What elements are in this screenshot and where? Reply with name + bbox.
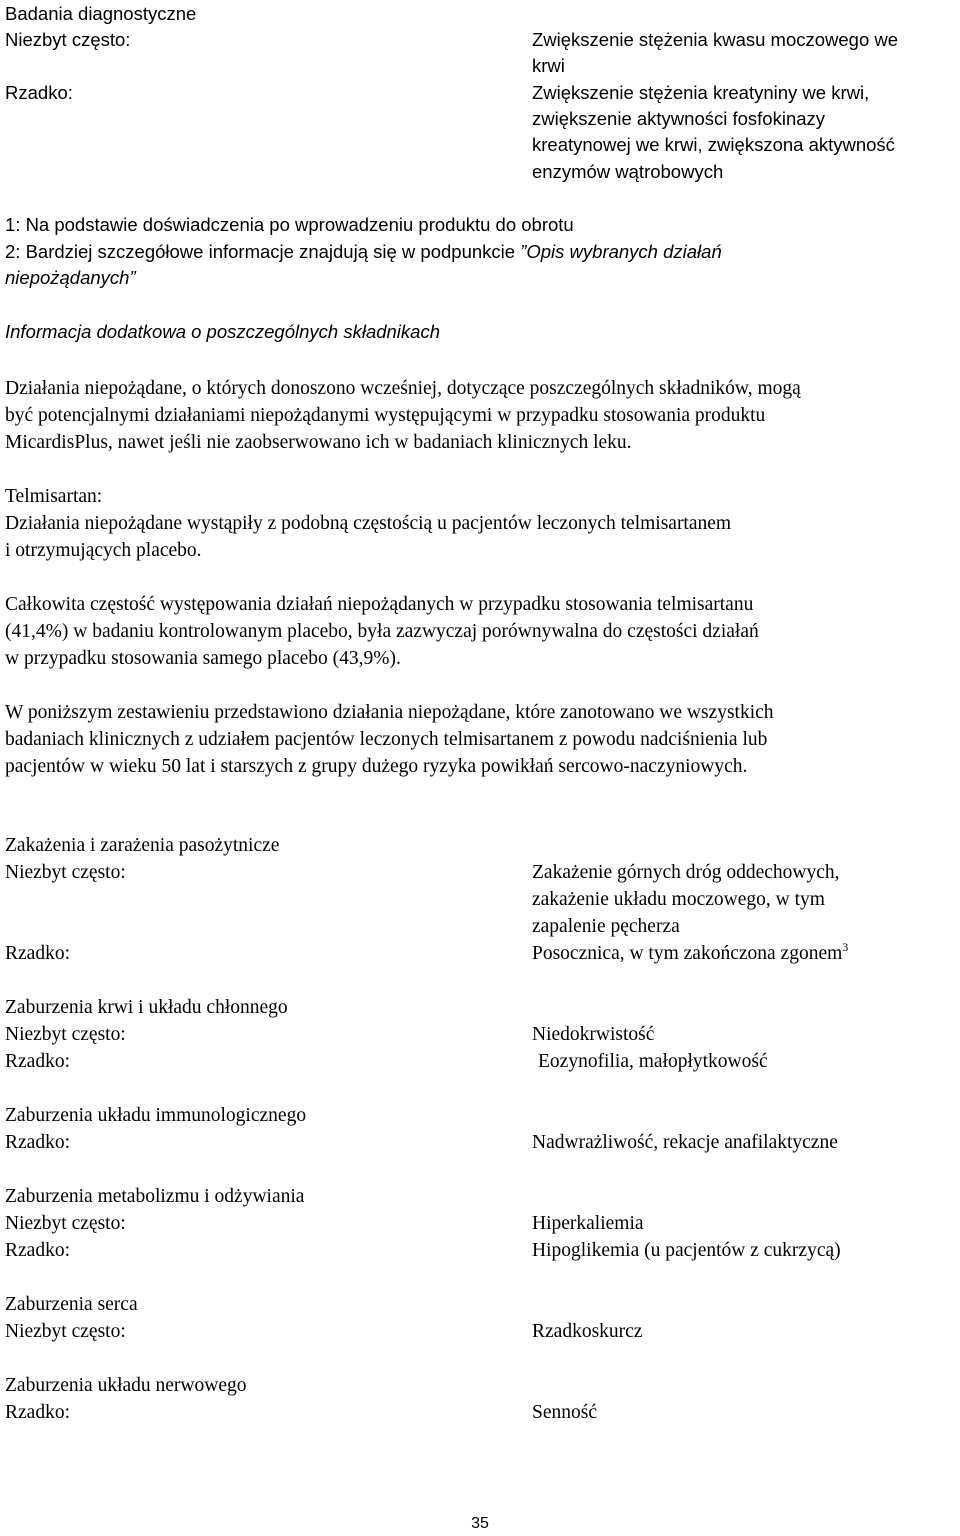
frequency-label: Rzadko: xyxy=(5,1402,70,1423)
adverse-effect-text: Hiperkaliemia xyxy=(532,1213,644,1234)
adverse-effect-text: Hipoglikemia (u pacjentów z cukrzycą) xyxy=(532,1240,841,1261)
paragraph-line: Działania niepożądane, o których donoszono wcześniej, dotyczące poszczególnych składników, mogą xyxy=(5,378,801,399)
footnote-1: 1: Na podstawie doświadczenia po wprowadzeniu produktu do obrotu xyxy=(5,214,574,235)
adverse-effect-text: Rzadkoskurcz xyxy=(532,1321,643,1342)
adverse-effect-value: Posocznica, w tym zakończona zgonem xyxy=(532,943,843,964)
paragraph-line: (41,4%) w badaniu kontrolowanym placebo, była zazwyczaj porównywalna do częstości działań xyxy=(5,621,759,642)
paragraph-line: MicardisPlus, nawet jeśli nie zaobserwowano ich w badaniach klinicznych leku. xyxy=(5,432,632,453)
paragraph-line: i otrzymujących placebo. xyxy=(5,540,202,561)
adverse-effect-text xyxy=(532,940,848,967)
adverse-effect-text: zapalenie pęcherza xyxy=(532,916,680,937)
paragraph-incidence xyxy=(5,591,957,672)
section-heading-nervous: Zaburzenia układu nerwowego xyxy=(5,1375,247,1396)
info-heading: Informacja dodatkowa o poszczególnych składnikach xyxy=(5,321,440,342)
section-heading-blood: Zaburzenia krwi i układu chłonnego xyxy=(5,997,288,1018)
adverse-effect-text: krwi xyxy=(532,55,565,76)
adverse-effect-text: Niedokrwistość xyxy=(532,1024,655,1045)
frequency-label: Niezbyt często: xyxy=(5,862,126,883)
telmisartan-heading: Telmisartan: xyxy=(5,486,103,507)
frequency-label: Rzadko: xyxy=(5,1240,70,1261)
frequency-label: Niezbyt często: xyxy=(5,1213,126,1234)
adverse-effect-text: Nadwrażliwość, rekacje anafilaktyczne xyxy=(532,1132,838,1153)
paragraph-line: w przypadku stosowania samego placebo (43,9%). xyxy=(5,648,401,669)
section-heading-immune: Zaburzenia układu immunologicznego xyxy=(5,1105,307,1126)
adverse-effect-text: Eozynofilia, małopłytkowość xyxy=(538,1051,768,1072)
frequency-label: Rzadko: xyxy=(5,1051,70,1072)
frequency-label: Niezbyt często: xyxy=(5,1321,126,1342)
paragraph-summary xyxy=(5,699,957,780)
footnote-ref: 3 xyxy=(842,940,849,954)
paragraph-telmisartan xyxy=(5,510,957,564)
adverse-effect-text: enzymów wątrobowych xyxy=(532,161,724,182)
footnote-2 xyxy=(5,238,722,265)
frequency-label: Rzadko: xyxy=(5,1132,70,1153)
paragraph-line: W poniższym zestawieniu przedstawiono działania niepożądane, które zanotowano we wszystkich xyxy=(5,702,774,723)
adverse-effect-text: kreatynowej we krwi, zwiększona aktywność xyxy=(532,134,895,155)
adverse-effect-text: Senność xyxy=(532,1402,597,1423)
section-heading-diagnostics: Badania diagnostyczne xyxy=(5,3,197,24)
frequency-label: Rzadko: xyxy=(5,82,73,103)
section-heading-infections: Zakażenia i zarażenia pasożytnicze xyxy=(5,835,280,856)
paragraph-components xyxy=(5,375,957,456)
frequency-label: Niezbyt często: xyxy=(5,1024,126,1045)
frequency-label: Rzadko: xyxy=(5,943,70,964)
paragraph-line: pacjentów w wieku 50 lat i starszych z grupy dużego ryzyka powikłań sercowo-naczyniowych. xyxy=(5,756,748,777)
adverse-effect-text: zakażenie układu moczowego, w tym xyxy=(532,889,825,910)
adverse-effect-text: zwiększenie aktywności fosfokinazy xyxy=(532,108,826,129)
footnote-2-italic: ”Opis wybranych działań xyxy=(520,241,722,262)
footnote-2-text: 2: Bardziej szczegółowe informacje znajdują się w podpunkcie xyxy=(5,241,521,262)
paragraph-line: Całkowita częstość występowania działań niepożądanych w przypadku stosowania telmisartanu xyxy=(5,594,754,615)
page-number: 35 xyxy=(471,1515,489,1532)
paragraph-line: badaniach klinicznych z udziałem pacjentów leczonych telmisartanem z powodu nadciśnienia lub xyxy=(5,729,768,750)
adverse-effect-text: Zakażenie górnych dróg oddechowych, xyxy=(532,862,840,883)
section-heading-heart: Zaburzenia serca xyxy=(5,1294,138,1315)
paragraph-line: być potencjalnymi działaniami niepożądanymi występującymi w przypadku stosowania produktu xyxy=(5,405,766,426)
footnote-2-continuation: niepożądanych” xyxy=(5,267,136,288)
paragraph-line: Działania niepożądane wystąpiły z podobną częstością u pacjentów leczonych telmisartanem xyxy=(5,513,732,534)
section-heading-metabolism: Zaburzenia metabolizmu i odżywiania xyxy=(5,1186,305,1207)
adverse-effect-text: Zwiększenie stężenia kwasu moczowego we xyxy=(532,29,899,50)
adverse-effect-text: Zwiększenie stężenia kreatyniny we krwi, xyxy=(532,82,870,103)
frequency-label: Niezbyt często: xyxy=(5,29,131,50)
